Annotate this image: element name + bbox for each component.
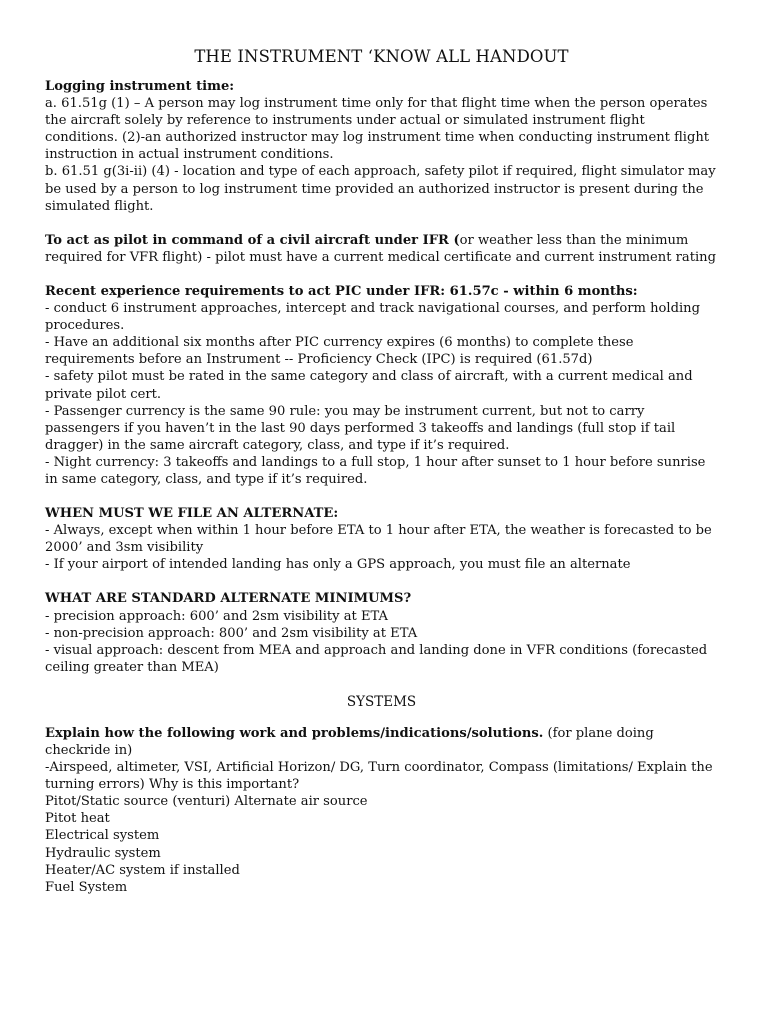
- systems-item: -Airspeed, altimeter, VSI, Artificial Horizon/ DG, Turn coordinator, Compass (limitations/ Explain the turning errors) Why is this important?: [45, 760, 713, 793]
- systems-item: Fuel System: [45, 879, 128, 895]
- minimums-heading: WHAT ARE STANDARD ALTERNATE MINIMUMS?: [45, 591, 412, 607]
- alternate-heading: WHEN MUST WE FILE AN ALTERNATE:: [45, 506, 339, 522]
- pic-ifr-paragraph: [45, 232, 718, 266]
- minimums-section: [45, 590, 718, 675]
- alternate-item: - Always, except when within 1 hour before ETA to 1 hour after ETA, the weather is forecasted to be 2000’ and 3sm visibility: [45, 523, 712, 556]
- recent-experience-item: - conduct 6 instrument approaches, intercept and track navigational courses, and perform holding procedures.: [45, 301, 700, 334]
- minimums-item: - precision approach: 600’ and 2sm visibility at ETA: [45, 608, 388, 624]
- recent-experience-heading: Recent experience requirements to act PIC under IFR: 61.57c - within 6 months:: [45, 283, 638, 299]
- recent-experience-item: - Have an additional six months after PIC currency expires (6 months) to complete these requirements before an Instrument -- Proficiency Check (IPC) is required (61.57d): [45, 335, 634, 368]
- logging-item-b: b. 61.51 g(3i-ii) (4) - location and type of each approach, safety pilot if required, flight simulator may be used by a person to log instrument time provided an authorized instructor is present during the simulated flight.: [45, 164, 716, 214]
- systems-item: Heater/AC system if installed: [45, 862, 240, 878]
- logging-heading: Logging instrument time:: [45, 79, 235, 94]
- alternate-section: [45, 505, 718, 573]
- systems-section-title: SYSTEMS: [346, 693, 417, 710]
- systems-heading-note: (for plane doing checkride in): [45, 725, 654, 758]
- systems-section: [45, 725, 718, 896]
- systems-item: Hydraulic system: [45, 845, 161, 861]
- systems-item: Pitot/Static source (venturi) Alternate air source: [45, 794, 368, 810]
- pic-ifr-section: [45, 232, 718, 266]
- minimums-item: - non-precision approach: 800’ and 2sm visibility at ETA: [45, 625, 418, 641]
- systems-item: Electrical system: [45, 828, 160, 844]
- logging-item-a: a. 61.51g (1) – A person may log instrument time only for that flight time when the person operates the aircraft solely by reference to instruments under actual or simulated instrument flight conditions. (2)-an authorized instructor may log instrument time when conducting instrument flight instruction in actual instrument conditions.: [45, 96, 710, 163]
- recent-experience-item: - Passenger currency is the same 90 rule: you may be instrument current, but not to carry passengers if you haven’t in the last 90 days performed 3 takeoffs and landings (full stop if tail dragger) in the same aircraft category, class, and type if it’s required.: [45, 403, 676, 453]
- recent-experience-section: [45, 283, 718, 488]
- systems-item: Pitot heat: [45, 811, 110, 827]
- recent-experience-item: - Night currency: 3 takeoffs and landings to a full stop, 1 hour after sunset to 1 hour before sunrise in same category, class, and type if it’s required.: [45, 454, 706, 487]
- recent-experience-item: - safety pilot must be rated in the same category and class of aircraft, with a current medical and private pilot cert.: [45, 369, 693, 402]
- pic-ifr-heading: To act as pilot in command of a civil aircraft under IFR (: [45, 232, 460, 248]
- systems-paragraph: [45, 725, 718, 759]
- alternate-item: - If your airport of intended landing has only a GPS approach, you must file an alternate: [45, 557, 631, 573]
- pic-ifr-text: or weather less than the minimum required for VFR flight) - pilot must have a current medical certificate and current instrument rating: [45, 232, 716, 265]
- minimums-item: - visual approach: descent from MEA and approach and landing done in VFR conditions (forecasted ceiling greater than MEA): [45, 642, 708, 675]
- document-title: THE INSTRUMENT ‘KNOW ALL HANDOUT: [194, 47, 569, 66]
- logging-section: [45, 78, 718, 215]
- systems-heading: Explain how the following work and problems/indications/solutions.: [45, 725, 544, 741]
